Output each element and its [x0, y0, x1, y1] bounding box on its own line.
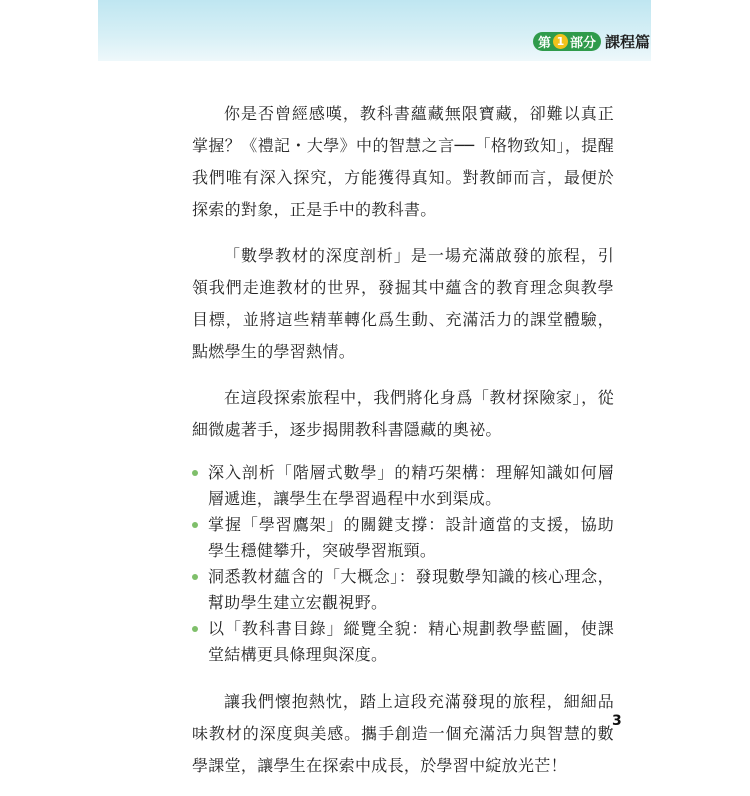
bullet-dot-icon [192, 574, 198, 580]
part-prefix: 第 [537, 35, 551, 51]
main-content [192, 98, 614, 796]
page-number: 3 [612, 713, 622, 729]
list-item [192, 616, 614, 668]
explorer-paragraph: 在這段探索旅程中，我們將化身爲「教材探險家」，從細微處著手，逐步揭開教科書隱藏的奧祕。 [192, 388, 614, 439]
bullet-dot-icon [192, 470, 198, 476]
part-suffix: 部分 [569, 35, 596, 51]
journey-paragraph: 「數學教材的深度剖析」是一場充滿啟發的旅程，引領我們走進教材的世界，發掘其中蘊含的教育理念與教學目標，並將這些精華轉化爲生動、充滿活力的課堂體驗，點燃學生的學習熱情。 [192, 246, 614, 361]
part-badge [533, 32, 601, 51]
chapter-tag [533, 31, 650, 51]
bullet-list [192, 460, 614, 668]
list-item-text: 深入剖析「階層式數學」的精巧架構：理解知識如何層層遞進，讓學生在學習過程中水到渠成。 [208, 463, 614, 508]
part-number: 1 [553, 34, 568, 49]
section-title: 課程篇 [604, 32, 650, 51]
list-item-text: 洞悉教材蘊含的「大概念」：發現數學知識的核心理念，幫助學生建立宏觀視野。 [208, 567, 614, 612]
list-item-text: 掌握「學習鷹架」的關鍵支撐：設計適當的支援，協助學生穩健攀升，突破學習瓶頸。 [208, 515, 614, 560]
closing-paragraph: 讓我們懷抱熱忱，踏上這段充滿發現的旅程，細細品味教材的深度與美感。攜手創造一個充滿活力與智慧的數學課堂，讓學生在探索中成長，於學習中綻放光芒！ [192, 692, 614, 775]
intro-paragraph: 你是否曾經感嘆，教科書蘊藏無限寶藏，卻難以真正掌握？《禮記・大學》中的智慧之言──「格物致知」，提醒我們唯有深入探究，方能獲得真知。對教師而言，最便於探索的對象，正是手中的教科書。 [192, 104, 614, 219]
bullet-dot-icon [192, 626, 198, 632]
list-item [192, 460, 614, 512]
bullet-dot-icon [192, 522, 198, 528]
list-item [192, 512, 614, 564]
list-item-text: 以「教科書目錄」縱覽全貌：精心規劃教學藍圖，使課堂結構更具條理與深度。 [208, 619, 614, 664]
list-item [192, 564, 614, 616]
